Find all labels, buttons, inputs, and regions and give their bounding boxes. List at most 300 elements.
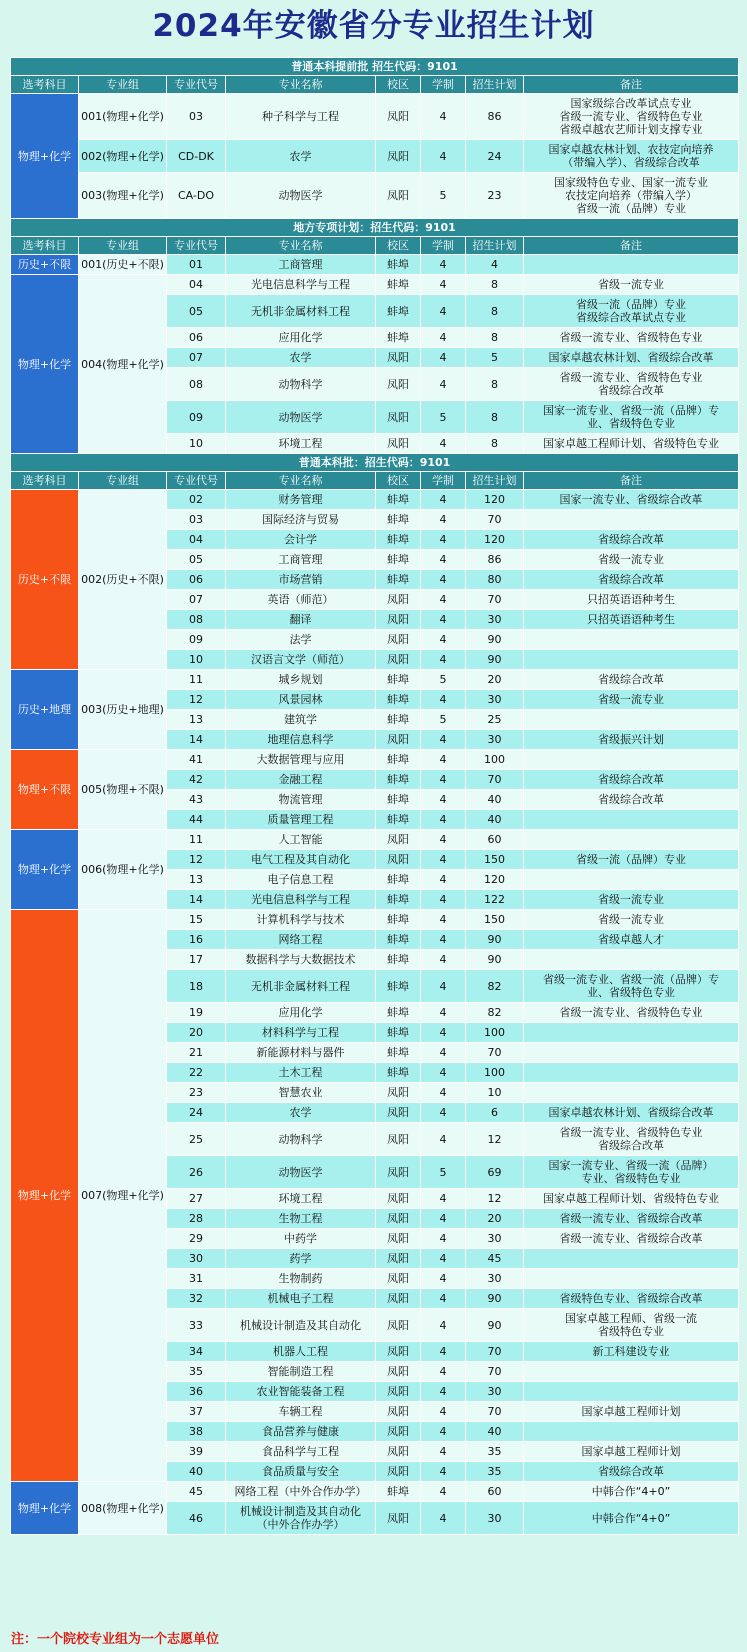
major-cell: 动物科学 (226, 368, 376, 401)
column-header: 校区 (376, 237, 421, 255)
subject-cell: 物理+化学 (11, 1482, 79, 1535)
campus-cell: 凤阳 (376, 1209, 421, 1229)
note-cell: 国家一流专业、省级一流（品牌）专 业、省级特色专业 (524, 401, 739, 434)
campus-cell: 蚌埠 (376, 870, 421, 890)
major-cell: 市场营销 (226, 570, 376, 590)
campus-cell: 凤阳 (376, 1083, 421, 1103)
years-cell: 4 (421, 368, 466, 401)
code-cell: 22 (167, 1063, 226, 1083)
campus-cell: 凤阳 (376, 1229, 421, 1249)
major-cell: 机械设计制造及其自动化 (226, 1309, 376, 1342)
campus-cell: 凤阳 (376, 1309, 421, 1342)
campus-cell: 蚌埠 (376, 530, 421, 550)
major-cell: 机器人工程 (226, 1342, 376, 1362)
page-title: 2024年安徽省分专业招生计划 (152, 8, 595, 44)
major-cell: 动物医学 (226, 173, 376, 219)
campus-cell: 蚌埠 (376, 930, 421, 950)
plan-cell: 86 (466, 550, 524, 570)
campus-cell: 凤阳 (376, 830, 421, 850)
major-cell: 金融工程 (226, 770, 376, 790)
major-cell: 翻译 (226, 610, 376, 630)
years-cell: 4 (421, 1229, 466, 1249)
major-cell: 城乡规划 (226, 670, 376, 690)
note-cell: 省级一流专业、省级特色专业 省级综合改革 (524, 1123, 739, 1156)
code-cell: 08 (167, 368, 226, 401)
plan-cell: 12 (466, 1123, 524, 1156)
major-cell: 会计学 (226, 530, 376, 550)
group-cell: 008(物理+化学) (79, 1482, 167, 1535)
major-cell: 应用化学 (226, 1003, 376, 1023)
plan-cell: 90 (466, 650, 524, 670)
years-cell: 4 (421, 1269, 466, 1289)
major-cell: 环境工程 (226, 1189, 376, 1209)
campus-cell: 蚌埠 (376, 670, 421, 690)
major-cell: 动物医学 (226, 401, 376, 434)
years-cell: 4 (421, 1309, 466, 1342)
years-cell: 4 (421, 730, 466, 750)
major-cell: 动物科学 (226, 1123, 376, 1156)
code-cell: 41 (167, 750, 226, 770)
code-cell: 08 (167, 610, 226, 630)
plan-cell: 60 (466, 830, 524, 850)
years-cell: 4 (421, 890, 466, 910)
code-cell: 36 (167, 1382, 226, 1402)
note-cell: 省级综合改革 (524, 530, 739, 550)
years-cell: 4 (421, 1482, 466, 1502)
code-cell: 16 (167, 930, 226, 950)
major-cell: 机械电子工程 (226, 1289, 376, 1309)
years-cell: 4 (421, 930, 466, 950)
years-cell: 4 (421, 610, 466, 630)
code-cell: 05 (167, 295, 226, 328)
plan-cell: 4 (466, 255, 524, 275)
campus-cell: 蚌埠 (376, 1482, 421, 1502)
group-cell: 001(物理+化学) (79, 94, 167, 140)
note-cell: 省级一流专业、省级综合改革 (524, 1229, 739, 1249)
campus-cell: 凤阳 (376, 434, 421, 454)
campus-cell: 凤阳 (376, 850, 421, 870)
column-header: 选考科目 (11, 472, 79, 490)
plan-cell: 5 (466, 348, 524, 368)
note-cell: 国家卓越工程师计划、省级特色专业 (524, 1189, 739, 1209)
plan-cell: 90 (466, 630, 524, 650)
years-cell: 4 (421, 790, 466, 810)
years-cell: 4 (421, 770, 466, 790)
major-cell: 土木工程 (226, 1063, 376, 1083)
campus-cell: 凤阳 (376, 610, 421, 630)
plan-cell: 70 (466, 770, 524, 790)
note-cell: 省级一流（品牌）专业 (524, 850, 739, 870)
major-cell: 机械设计制造及其自动化 （中外合作办学） (226, 1502, 376, 1535)
note-cell: 省级综合改革 (524, 670, 739, 690)
years-cell: 4 (421, 1209, 466, 1229)
plan-cell: 70 (466, 1342, 524, 1362)
years-cell: 5 (421, 401, 466, 434)
years-cell: 5 (421, 710, 466, 730)
section-title: 普通本科提前批 招生代码：9101 (11, 58, 739, 76)
plan-cell: 30 (466, 1229, 524, 1249)
footnote: 注：一个院校专业组为一个志愿单位 (11, 1632, 220, 1647)
code-cell: CD-DK (167, 140, 226, 173)
major-cell: 网络工程（中外合作办学） (226, 1482, 376, 1502)
plan-cell: 122 (466, 890, 524, 910)
code-cell: 25 (167, 1123, 226, 1156)
major-cell: 农学 (226, 348, 376, 368)
group-cell: 006(物理+化学) (79, 830, 167, 910)
plan-cell: 100 (466, 1063, 524, 1083)
major-cell: 工商管理 (226, 550, 376, 570)
major-cell: 工商管理 (226, 255, 376, 275)
header-row (11, 76, 739, 94)
plan-cell: 70 (466, 590, 524, 610)
code-cell: 15 (167, 910, 226, 930)
column-header: 专业代号 (167, 237, 226, 255)
note-cell: 省级振兴计划 (524, 730, 739, 750)
campus-cell: 凤阳 (376, 1502, 421, 1535)
code-cell: 27 (167, 1189, 226, 1209)
plan-cell: 70 (466, 510, 524, 530)
campus-cell: 凤阳 (376, 650, 421, 670)
years-cell: 4 (421, 870, 466, 890)
plan-cell: 100 (466, 750, 524, 770)
years-cell: 4 (421, 950, 466, 970)
note-cell: 国家卓越农林计划、农技定向培养 （带编入学）、省级综合改革 (524, 140, 739, 173)
campus-cell: 凤阳 (376, 630, 421, 650)
plan-cell: 120 (466, 490, 524, 510)
years-cell: 5 (421, 173, 466, 219)
major-cell: 国际经济与贸易 (226, 510, 376, 530)
code-cell: 33 (167, 1309, 226, 1342)
note-cell: 中韩合作“4+0” (524, 1482, 739, 1502)
campus-cell: 蚌埠 (376, 295, 421, 328)
years-cell: 4 (421, 348, 466, 368)
campus-cell: 蚌埠 (376, 1063, 421, 1083)
code-cell: 10 (167, 650, 226, 670)
major-cell: 新能源材料与器件 (226, 1043, 376, 1063)
note-cell: 省级一流专业、省级综合改革 (524, 1209, 739, 1229)
group-cell: 001(历史+不限) (79, 255, 167, 275)
column-header: 专业名称 (226, 472, 376, 490)
header-row (11, 237, 739, 255)
table-row (11, 490, 739, 510)
campus-cell: 凤阳 (376, 1123, 421, 1156)
plan-cell: 6 (466, 1103, 524, 1123)
section-title-row (11, 58, 739, 76)
years-cell: 4 (421, 1123, 466, 1156)
code-cell: 37 (167, 1402, 226, 1422)
table-row (11, 275, 739, 295)
years-cell: 4 (421, 1043, 466, 1063)
section-title-row (11, 219, 739, 237)
column-header: 校区 (376, 76, 421, 94)
code-cell: 31 (167, 1269, 226, 1289)
code-cell: 44 (167, 810, 226, 830)
plan-cell: 20 (466, 1209, 524, 1229)
years-cell: 4 (421, 830, 466, 850)
table-row (11, 140, 739, 173)
years-cell: 4 (421, 434, 466, 454)
major-cell: 建筑学 (226, 710, 376, 730)
plan-cell: 82 (466, 1003, 524, 1023)
code-cell: 29 (167, 1229, 226, 1249)
subject-cell: 历史+不限 (11, 255, 79, 275)
plan-cell: 35 (466, 1462, 524, 1482)
major-cell: 光电信息科学与工程 (226, 275, 376, 295)
code-cell: 03 (167, 94, 226, 140)
code-cell: 21 (167, 1043, 226, 1063)
major-cell: 药学 (226, 1249, 376, 1269)
plan-cell: 60 (466, 1482, 524, 1502)
plan-cell: 8 (466, 401, 524, 434)
note-cell (524, 1422, 739, 1442)
note-cell: 国家卓越农林计划、省级综合改革 (524, 1103, 739, 1123)
column-header: 选考科目 (11, 237, 79, 255)
code-cell: 17 (167, 950, 226, 970)
plan-cell: 8 (466, 275, 524, 295)
major-cell: 网络工程 (226, 930, 376, 950)
major-cell: 地理信息科学 (226, 730, 376, 750)
code-cell: CA-DO (167, 173, 226, 219)
plan-cell: 90 (466, 930, 524, 950)
table-row (11, 1482, 739, 1502)
years-cell: 4 (421, 490, 466, 510)
years-cell: 4 (421, 1342, 466, 1362)
major-cell: 电气工程及其自动化 (226, 850, 376, 870)
plan-cell: 8 (466, 295, 524, 328)
note-cell: 中韩合作“4+0” (524, 1502, 739, 1535)
note-cell: 省级一流专业 (524, 910, 739, 930)
section-title-row (11, 454, 739, 472)
major-cell: 汉语言文学（师范） (226, 650, 376, 670)
code-cell: 19 (167, 1003, 226, 1023)
years-cell: 4 (421, 850, 466, 870)
column-header: 专业组 (79, 472, 167, 490)
group-cell: 004(物理+化学) (79, 275, 167, 454)
campus-cell: 蚌埠 (376, 710, 421, 730)
column-header: 招生计划 (466, 237, 524, 255)
note-cell: 新工科建设专业 (524, 1342, 739, 1362)
code-cell: 14 (167, 890, 226, 910)
code-cell: 43 (167, 790, 226, 810)
enrollment-plan-table (10, 57, 739, 1535)
major-cell: 生物制药 (226, 1269, 376, 1289)
note-cell (524, 1083, 739, 1103)
table-row (11, 830, 739, 850)
campus-cell: 凤阳 (376, 1269, 421, 1289)
plan-cell: 12 (466, 1189, 524, 1209)
plan-cell: 8 (466, 328, 524, 348)
note-cell (524, 1382, 739, 1402)
column-header: 招生计划 (466, 76, 524, 94)
note-cell: 国家卓越工程师计划 (524, 1442, 739, 1462)
column-header: 专业代号 (167, 472, 226, 490)
years-cell: 4 (421, 650, 466, 670)
campus-cell: 蚌埠 (376, 255, 421, 275)
note-cell: 省级特色专业、省级综合改革 (524, 1289, 739, 1309)
group-cell: 003(历史+地理) (79, 670, 167, 750)
code-cell: 07 (167, 590, 226, 610)
plan-cell: 70 (466, 1043, 524, 1063)
years-cell: 4 (421, 1083, 466, 1103)
code-cell: 10 (167, 434, 226, 454)
campus-cell: 凤阳 (376, 1289, 421, 1309)
campus-cell: 凤阳 (376, 1103, 421, 1123)
campus-cell: 凤阳 (376, 401, 421, 434)
code-cell: 04 (167, 530, 226, 550)
header-row (11, 472, 739, 490)
plan-cell: 30 (466, 730, 524, 750)
note-cell (524, 630, 739, 650)
code-cell: 35 (167, 1362, 226, 1382)
plan-cell: 40 (466, 1422, 524, 1442)
campus-cell: 凤阳 (376, 94, 421, 140)
plan-cell: 8 (466, 368, 524, 401)
campus-cell: 蚌埠 (376, 910, 421, 930)
code-cell: 38 (167, 1422, 226, 1442)
code-cell: 24 (167, 1103, 226, 1123)
campus-cell: 蚌埠 (376, 570, 421, 590)
years-cell: 4 (421, 1289, 466, 1309)
plan-cell: 70 (466, 1362, 524, 1382)
note-cell (524, 810, 739, 830)
years-cell: 4 (421, 275, 466, 295)
code-cell: 02 (167, 490, 226, 510)
note-cell: 国家卓越工程师、省级一流 省级特色专业 (524, 1309, 739, 1342)
campus-cell: 蚌埠 (376, 490, 421, 510)
note-cell: 省级一流专业、省级特色专业 省级综合改革 (524, 368, 739, 401)
subject-cell: 物理+化学 (11, 94, 79, 219)
plan-cell: 70 (466, 1402, 524, 1422)
subject-cell: 物理+化学 (11, 275, 79, 454)
years-cell: 5 (421, 1156, 466, 1189)
column-header: 备注 (524, 76, 739, 94)
table-row (11, 173, 739, 219)
major-cell: 财务管理 (226, 490, 376, 510)
campus-cell: 凤阳 (376, 368, 421, 401)
years-cell: 4 (421, 530, 466, 550)
code-cell: 09 (167, 630, 226, 650)
column-header: 备注 (524, 237, 739, 255)
code-cell: 42 (167, 770, 226, 790)
years-cell: 4 (421, 570, 466, 590)
code-cell: 11 (167, 670, 226, 690)
group-cell: 003(物理+化学) (79, 173, 167, 219)
table-row (11, 910, 739, 930)
years-cell: 4 (421, 1003, 466, 1023)
note-cell (524, 1023, 739, 1043)
note-cell: 国家一流专业、省级综合改革 (524, 490, 739, 510)
note-cell: 省级一流专业 (524, 275, 739, 295)
table-row (11, 255, 739, 275)
note-cell (524, 750, 739, 770)
plan-cell: 120 (466, 530, 524, 550)
group-cell: 002(物理+化学) (79, 140, 167, 173)
code-cell: 11 (167, 830, 226, 850)
plan-cell: 45 (466, 1249, 524, 1269)
major-cell: 农学 (226, 1103, 376, 1123)
code-cell: 46 (167, 1502, 226, 1535)
code-cell: 06 (167, 570, 226, 590)
campus-cell: 蚌埠 (376, 970, 421, 1003)
years-cell: 4 (421, 1442, 466, 1462)
campus-cell: 蚌埠 (376, 1023, 421, 1043)
major-cell: 光电信息科学与工程 (226, 890, 376, 910)
column-header: 学制 (421, 237, 466, 255)
years-cell: 4 (421, 1362, 466, 1382)
years-cell: 4 (421, 590, 466, 610)
plan-cell: 24 (466, 140, 524, 173)
campus-cell: 凤阳 (376, 173, 421, 219)
major-cell: 物流管理 (226, 790, 376, 810)
code-cell: 34 (167, 1342, 226, 1362)
major-cell: 食品营养与健康 (226, 1422, 376, 1442)
note-cell: 国家卓越农林计划、省级综合改革 (524, 348, 739, 368)
plan-cell: 90 (466, 1309, 524, 1342)
note-cell: 省级综合改革 (524, 790, 739, 810)
years-cell: 4 (421, 690, 466, 710)
major-cell: 农业智能装备工程 (226, 1382, 376, 1402)
plan-cell: 40 (466, 810, 524, 830)
major-cell: 大数据管理与应用 (226, 750, 376, 770)
years-cell: 4 (421, 1462, 466, 1482)
code-cell: 06 (167, 328, 226, 348)
campus-cell: 凤阳 (376, 140, 421, 173)
column-header: 学制 (421, 472, 466, 490)
section-title: 地方专项计划：招生代码：9101 (11, 219, 739, 237)
note-cell (524, 830, 739, 850)
years-cell: 4 (421, 1402, 466, 1422)
code-cell: 45 (167, 1482, 226, 1502)
plan-cell: 100 (466, 1023, 524, 1043)
major-cell: 种子科学与工程 (226, 94, 376, 140)
note-cell (524, 255, 739, 275)
major-cell: 电子信息工程 (226, 870, 376, 890)
plan-cell: 30 (466, 1382, 524, 1402)
column-header: 校区 (376, 472, 421, 490)
years-cell: 4 (421, 140, 466, 173)
years-cell: 4 (421, 550, 466, 570)
note-cell: 省级一流专业、省级一流（品牌）专 业、省级特色专业 (524, 970, 739, 1003)
subject-cell: 历史+地理 (11, 670, 79, 750)
years-cell: 4 (421, 1249, 466, 1269)
campus-cell: 蚌埠 (376, 810, 421, 830)
note-cell (524, 650, 739, 670)
years-cell: 4 (421, 1189, 466, 1209)
table-row (11, 94, 739, 140)
major-cell: 车辆工程 (226, 1402, 376, 1422)
plan-cell: 90 (466, 1289, 524, 1309)
campus-cell: 蚌埠 (376, 750, 421, 770)
note-cell: 国家级特色专业、国家一流专业 农技定向培养（带编入学） 省级一流（品牌）专业 (524, 173, 739, 219)
major-cell: 风景园林 (226, 690, 376, 710)
column-header: 选考科目 (11, 76, 79, 94)
code-cell: 30 (167, 1249, 226, 1269)
code-cell: 13 (167, 710, 226, 730)
subject-cell: 物理+化学 (11, 830, 79, 910)
note-cell: 省级一流专业 (524, 690, 739, 710)
years-cell: 4 (421, 630, 466, 650)
campus-cell: 凤阳 (376, 1362, 421, 1382)
major-cell: 生物工程 (226, 1209, 376, 1229)
note-cell (524, 1063, 739, 1083)
code-cell: 05 (167, 550, 226, 570)
years-cell: 4 (421, 1382, 466, 1402)
major-cell: 质量管理工程 (226, 810, 376, 830)
plan-cell: 30 (466, 1269, 524, 1289)
column-header: 专业代号 (167, 76, 226, 94)
note-cell: 省级卓越人才 (524, 930, 739, 950)
major-cell: 无机非金属材料工程 (226, 295, 376, 328)
